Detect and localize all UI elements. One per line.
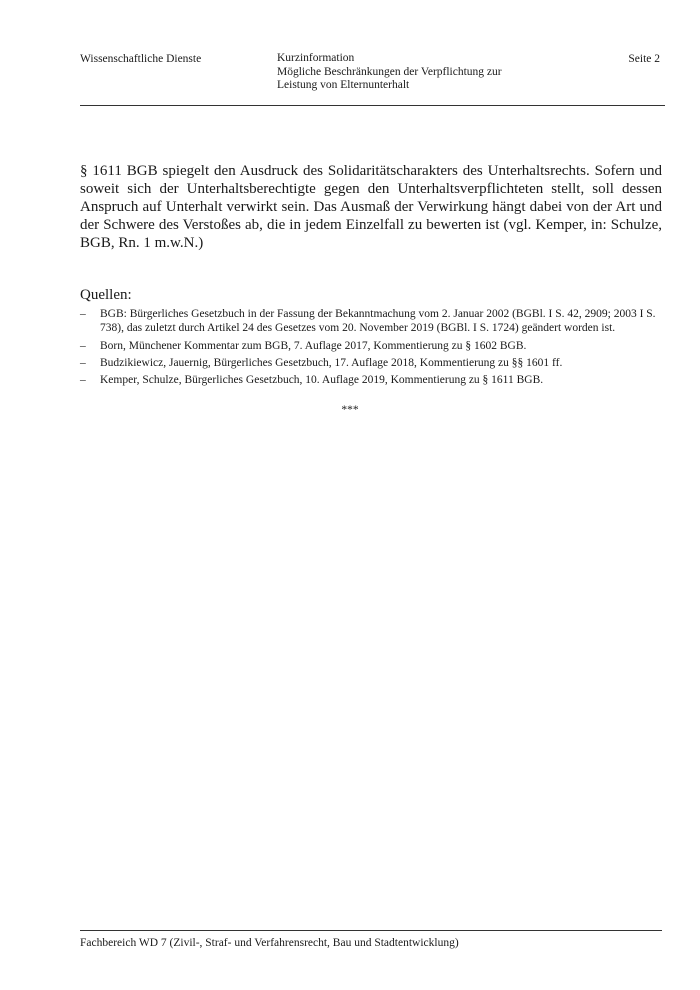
- bullet-dash: –: [80, 374, 86, 387]
- source-item: [80, 373, 662, 387]
- source-item: [80, 356, 662, 370]
- footer-divider: [80, 930, 662, 931]
- bullet-dash: –: [80, 308, 86, 320]
- bullet-dash: –: [80, 356, 86, 369]
- source-text: Born, Münchener Kommentar zum BGB, 7. Auflage 2017, Kommentierung zu § 1602 BGB.: [100, 339, 527, 352]
- source-text: Budzikiewicz, Jauernig, Bürgerliches Gesetzbuch, 17. Auflage 2018, Kommentierung zu §§ 1601 ff.: [100, 356, 563, 369]
- header-title-line-1: Mögliche Beschränkungen der Verpflichtung zur: [277, 65, 502, 78]
- header-divider: [80, 105, 665, 106]
- header-document-title: [277, 52, 577, 93]
- sources-heading: Quellen:: [80, 287, 132, 303]
- footer-text: Fachbereich WD 7 (Zivil-, Straf- und Verfahrensrecht, Bau und Stadtentwicklung): [80, 937, 459, 949]
- header-title-line-2: Leistung von Elternunterhalt: [277, 79, 410, 91]
- body-paragraph: § 1611 BGB spiegelt den Ausdruck des Solidaritätscharakters des Unterhaltsrechts. Sofern und soweit sich der Unterhaltsberechtigte gegen den Unterhaltsverpflichteten stellt, soll dessen Anspruch auf Unterhalt verwirkt sein. Das Ausmaß der Verwirkung hängt dabei von der Art und der Schwere des Verstoßes ab, die in jedem Einzelfall zu bewerten ist (vgl. Kemper, in: Schulze, BGB, Rn. 1 m.w.N.): [80, 163, 662, 251]
- sources-list: [80, 307, 662, 390]
- bullet-dash: –: [80, 339, 86, 352]
- source-text: BGB: Bürgerliches Gesetzbuch in der Fassung der Bekanntmachung vom 2. Januar 2002 (BGBl. I S. 42, 2909; 2003 I S. 738), das zuletzt durch Artikel 24 des Gesetzes vom 20. November 2019 (BGBl. I S. 1724) geändert worden ist.: [100, 308, 656, 335]
- header-department: Wissenschaftliche Dienste: [80, 53, 202, 65]
- source-item: [80, 307, 662, 336]
- page-number: Seite 2: [628, 53, 660, 65]
- header-doc-type: Kurzinformation: [277, 52, 355, 64]
- end-mark: ***: [341, 404, 359, 416]
- source-text: Kemper, Schulze, Bürgerliches Gesetzbuch, 10. Auflage 2019, Kommentierung zu § 1611 BGB.: [100, 374, 544, 387]
- source-item: [80, 339, 662, 353]
